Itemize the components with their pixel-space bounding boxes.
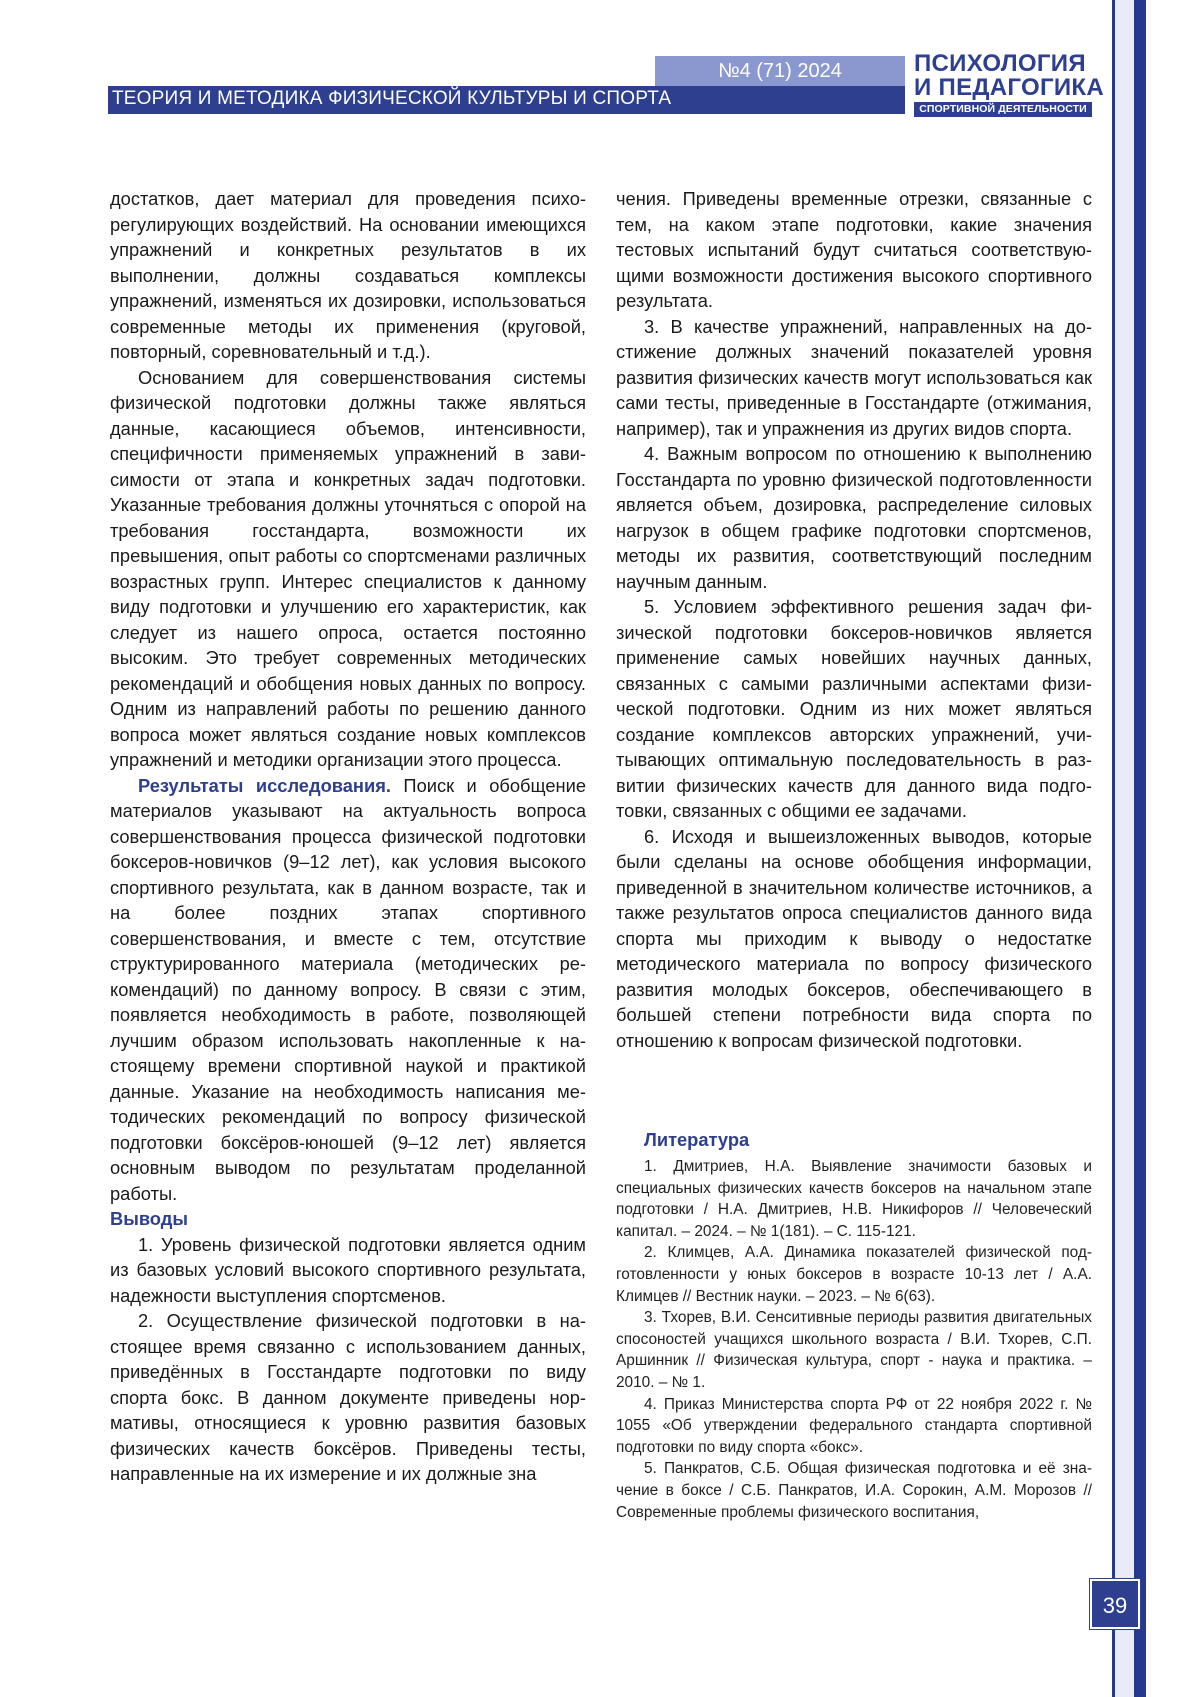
reference-item: 5. Панкратов, С.Б. Общая физическая подготовка и её значение в боксе / С.Б. Панкратов, И.А. Сорокин, А.М. Морозов // Современные проблемы физического воспитания, bbox=[616, 1460, 1092, 1521]
paragraph: чения. Приведены временные отрезки, связанные с тем, на каком этапе подготовки, какие значения тестовых испытаний будут считаться соответствующими возможности достижения высокого спортивного результата. bbox=[616, 188, 1092, 311]
conclusion-item: 5. Условием эффективного решения задач физической подготовки боксеров-новичков является применение самых новейших научных данных, связанных с самыми различными аспектами физической подготовки. Одним из них может являться создание комплексов авторских упражнений, учитывающих оптимальную последовательность в развитии физических качеств для данного вида подготовки, связанных с общими ее задачами. bbox=[616, 596, 1092, 821]
results-text: Поиск и обобщение материалов указывают на актуальность вопроса совершенствования процесса физической подготовки боксеров-новичков (9–12 лет), как условия высокого спортивного результата, как в данном возрасте, так и на более поздних этапах спортивного совершенствования, и вместе с тем, отсутствие структурированного материала (методических рекомендаций) по данному вопросу. В связи с этим, появляется необходимость в работе, позволяющей лучшим образом использовать накопленные к настоящему времени спортивной наукой и практикой данные. Указание на необходимость написания методических рекомендаций по вопросу физической подготовки боксёров-юношей (9–12 лет) является основным выводом по результатам проделанной работы. bbox=[110, 774, 586, 1204]
results-paragraph bbox=[110, 773, 586, 1207]
conclusion-item: 2. Осуществление физической подготовки в настоящее время связанно с использованием данных, приведённых в Госстандарте подготовки по виду спорта бокс. В данном документе приведены нормативы, относящиеся к уровню развития базовых физических качеств боксёров. Приведены тесты, направленные на их измерение и их должные зна bbox=[110, 1310, 586, 1484]
journal-logo-line1: ПСИХОЛОГИЯ bbox=[914, 50, 1086, 77]
results-heading: Результаты исследования. bbox=[138, 774, 391, 796]
reference-item: 4. Приказ Министерства спорта РФ от 22 ноября 2022 г. № 1055 «Об утверждении федерального стандарта спортивной подготовки по виду спорта «бокс». bbox=[616, 1395, 1092, 1456]
references bbox=[616, 1128, 1092, 1523]
journal-logo-line2: И ПЕДАГОГИКА bbox=[914, 74, 1104, 101]
reference-item: 2. Климцев, А.А. Динамика показателей физической подготовленности у юных боксеров в возрасте 10-13 лет / А.А. Климцев // Вестник науки. – 2023. – № 6(63). bbox=[616, 1244, 1092, 1305]
conclusions-heading: Выводы bbox=[110, 1208, 188, 1229]
conclusion-item: 4. Важным вопросом по отношению к выполнению Госстандарта по уровню физической подготовленности является объем, дозировка, распределение силовых нагрузок в общем графике подготовки спортсменов, методы их развития, соответствующий последним научным данным. bbox=[616, 443, 1092, 592]
edge-stripe-thin bbox=[1112, 0, 1115, 1697]
edge-stripe-thick bbox=[1134, 0, 1146, 1697]
paragraph: Основанием для совершенствования системы физической подготовки должны также являться данные, касающиеся объемов, интенсивности, специфичности применяемых упражнений в зависимости от этапа и конкретных задач подготовки. Указанные требования должны уточняться с опорой на требования госстандарта, возможности их превышения, опыт работы со спортсменами различных возрастных групп. Интерес специалистов к данному виду подготовки и улучшению его характеристик, как следует из нашего опроса, остается постоянно высоким. Это требует современных методических рекомендаций и обобщения новых данных по вопросу. Одним из направлений работы по решению данного вопроса может являться создание новых комплексов упражнений и методики организации этого процесса. bbox=[110, 366, 586, 770]
references-heading: Литература bbox=[644, 1129, 750, 1150]
conclusion-item: 3. В качестве упражнений, направленных на достижение должных значений показателей уровня развития физических качеств могут использоваться как сами тесты, приведенные в Госстандарте (отжимания, например), так и упражнения из других видов спорта. bbox=[616, 315, 1092, 439]
header-rule bbox=[108, 112, 905, 114]
journal-logo-line3: СПОРТИВНОЙ ДЕЯТЕЛЬНОСТИ bbox=[914, 102, 1092, 117]
left-column bbox=[110, 186, 586, 1487]
right-column bbox=[616, 186, 1092, 1053]
edge-decoration-bg bbox=[1115, 0, 1134, 1697]
issue-number: №4 (71) 2024 bbox=[655, 56, 905, 86]
journal-logo bbox=[914, 50, 1104, 120]
paragraph: достатков, дает материал для проведения психорегулирующих воздействий. На основании имеющихся упражнений и конкретных результатов в их выполнении, должны создаваться комплексы упражнений, изменяться их дозировки, использоваться современные методы их применения (круговой, повторный, соревновательный и т.д.). bbox=[110, 188, 586, 362]
reference-item: 1. Дмитриев, Н.А. Выявление значимости базовых и специальных физических качеств боксеров на начальном этапе подготовки / Н.А. Дмитриев, Н.В. Никифоров // Человеческий капитал. – 2024. – № 1(181). – С. 115-121. bbox=[616, 1158, 1092, 1240]
section-title: ТЕОРИЯ И МЕТОДИКА ФИЗИЧЕСКОЙ КУЛЬТУРЫ И СПОРТА bbox=[108, 86, 905, 112]
conclusion-item: 1. Уровень физической подготовки является одним из базовых условий высокого спортивного результата, надежности выступления спортсменов. bbox=[110, 1233, 586, 1306]
page-number: 39 bbox=[1090, 1579, 1140, 1629]
reference-item: 3. Тхорев, В.И. Сенситивные периоды развития двигательных спосоностей учащихся школьного возраста / В.И. Тхорев, С.П. Аршинник // Физическая культура, спорт - наука и практика. – 2010. – № 1. bbox=[616, 1309, 1092, 1391]
conclusion-item: 6. Исходя и вышеизложенных выводов, которые были сделаны на основе обобщения информации, приведенной в значительном количестве источников, а также результатов опроса специалистов данного вида спорта мы приходим к выводу о недостатке методического материала по вопросу физического развития молодых боксеров, обеспечивающего в большей степени потребности вида спорта по отношению к вопросам физической подготовки. bbox=[616, 825, 1092, 1051]
